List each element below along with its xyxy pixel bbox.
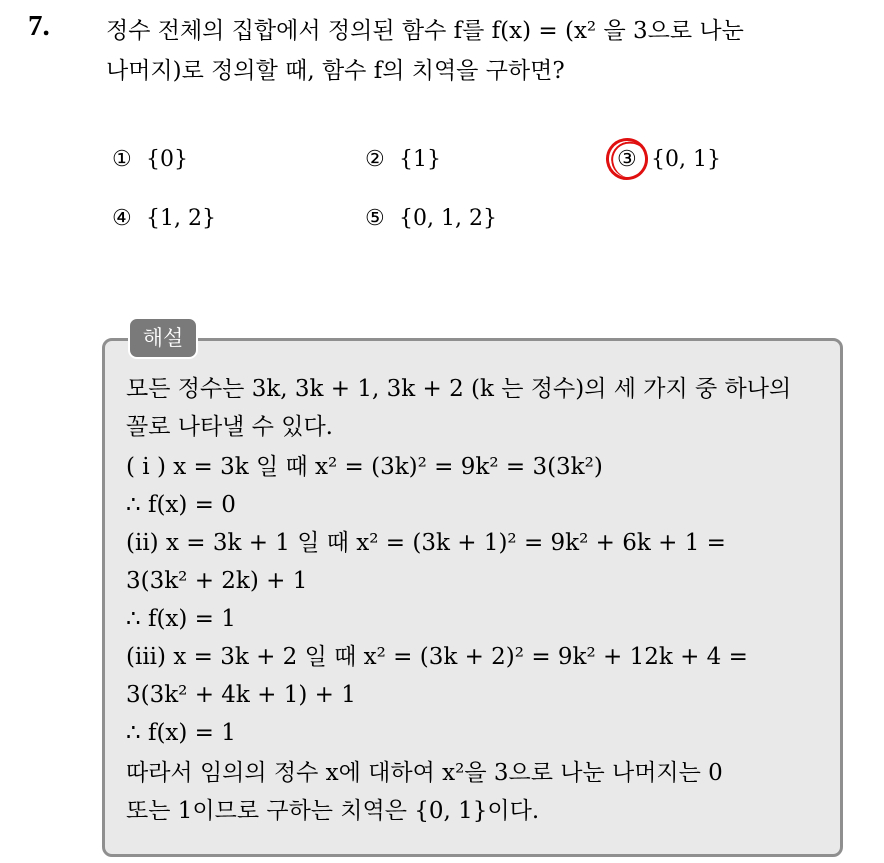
solution-line-8: (iii) x = 3k + 2 일 때 x² = (3k + 2)² = 9k² + 12k + 4 =: [126, 644, 748, 670]
solution-line-10: ∴ f(x) = 1: [126, 720, 236, 746]
solution-line-7: ∴ f(x) = 1: [126, 606, 236, 632]
choice-1: [112, 147, 188, 172]
solution-badge: 해설: [128, 317, 198, 359]
solution-line-4: ∴ f(x) = 0: [126, 492, 236, 518]
solution-line-6: 3(3k² + 2k) + 1: [126, 568, 308, 594]
question-text-line-1: 정수 전체의 집합에서 정의된 함수 f를 f(x) = (x² 을 3으로 나눈: [106, 18, 744, 44]
question-text-line-2: 나머지)로 정의할 때, 함수 f의 치역을 구하면?: [106, 58, 565, 84]
choice-2-number: ②: [365, 147, 385, 172]
solution-line-9: 3(3k² + 4k + 1) + 1: [126, 682, 356, 708]
choice-4-number: ④: [112, 206, 132, 231]
solution-line-1: 모든 정수는 3k, 3k + 1, 3k + 2 (k 는 정수)의 세 가지 중 하나의: [126, 376, 792, 402]
solution-line-11: 따라서 임의의 정수 x에 대하여 x²을 3으로 나눈 나머지는 0: [126, 760, 723, 786]
solution-line-2: 꼴로 나타낼 수 있다.: [126, 414, 333, 440]
solution-line-5: (ii) x = 3k + 1 일 때 x² = (3k + 1)² = 9k² + 6k + 1 =: [126, 530, 726, 556]
choice-1-text: {0}: [146, 147, 188, 172]
choice-5-text: {0, 1, 2}: [399, 206, 497, 231]
choice-2: [365, 147, 441, 172]
choice-4: [112, 206, 216, 231]
question-number: 7.: [28, 10, 50, 42]
choice-2-text: {1}: [399, 147, 441, 172]
choice-1-number: ①: [112, 147, 132, 172]
choice-3-text: {0, 1}: [651, 147, 721, 172]
answer-circle-annotation: [603, 135, 652, 184]
solution-line-3: ( i ) x = 3k 일 때 x² = (3k)² = 9k² = 3(3k²): [126, 454, 603, 480]
solution-line-12: 또는 1이므로 구하는 치역은 {0, 1}이다.: [126, 798, 540, 824]
choice-3-number: ③: [617, 147, 637, 172]
choice-5: [365, 206, 497, 231]
choice-5-number: ⑤: [365, 206, 385, 231]
choice-4-text: {1, 2}: [146, 206, 216, 231]
